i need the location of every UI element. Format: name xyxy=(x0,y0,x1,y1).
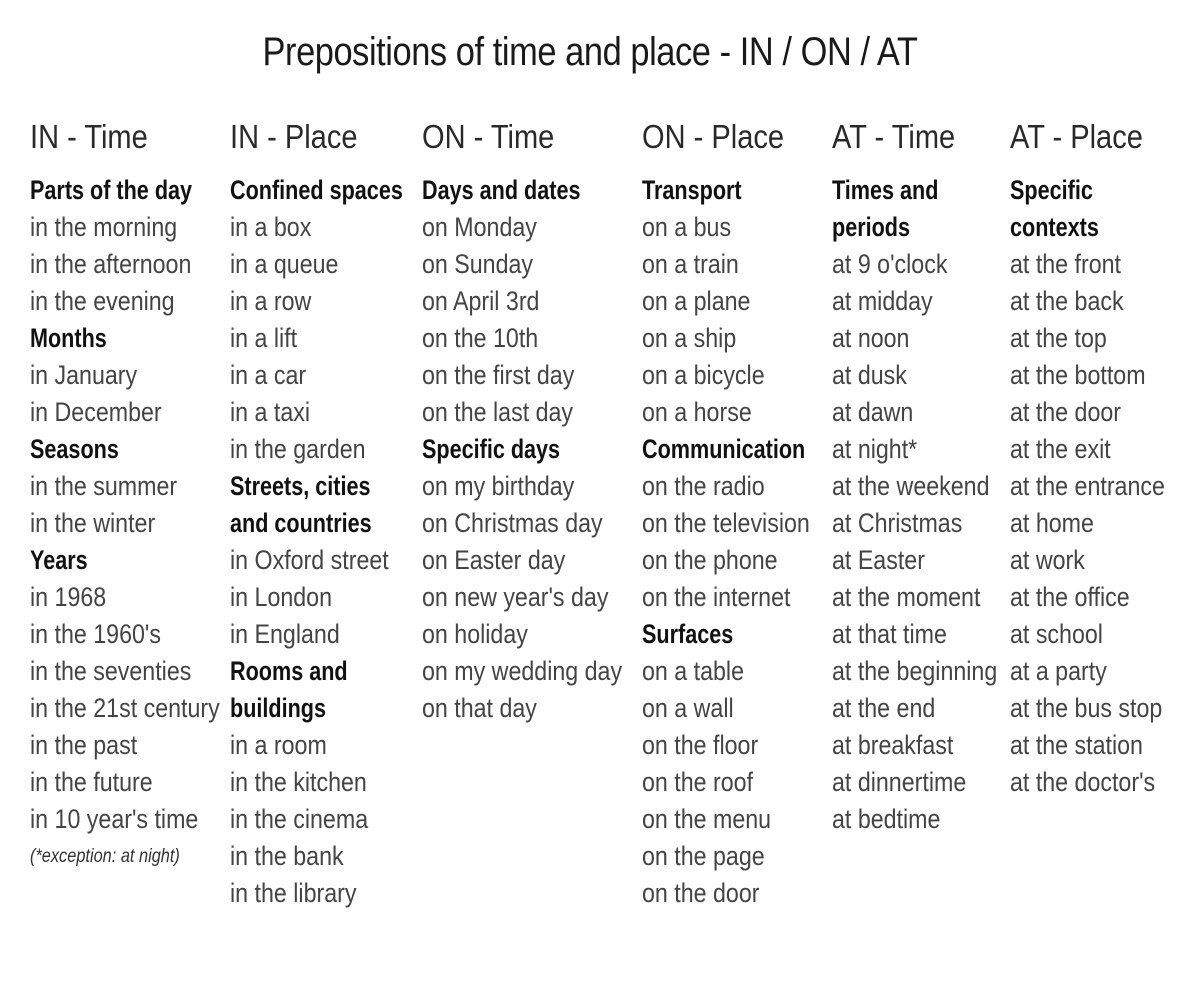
list-item: in a lift xyxy=(230,323,298,353)
list-item: on the first day xyxy=(422,360,575,390)
column-on-time xyxy=(422,118,655,727)
list-item: in 10 year's time xyxy=(30,804,199,834)
category-heading: Confined spaces xyxy=(230,175,403,205)
category-heading: Specific xyxy=(1010,175,1093,205)
list-item: on my wedding day xyxy=(422,656,623,686)
list-item: in the past xyxy=(30,730,138,760)
category-heading: Transport xyxy=(642,175,742,205)
category-heading: Seasons xyxy=(30,434,119,464)
list-item: on holiday xyxy=(422,619,528,649)
list-item: at dinnertime xyxy=(832,767,967,797)
list-item: at work xyxy=(1010,545,1085,575)
list-item: on Monday xyxy=(422,212,537,242)
list-item: at midday xyxy=(832,286,933,316)
list-item: in a box xyxy=(230,212,312,242)
list-item: on the page xyxy=(642,841,765,871)
list-item: on the floor xyxy=(642,730,759,760)
category-heading: Times and xyxy=(832,175,939,205)
list-item: at the front xyxy=(1010,249,1122,279)
category-heading: Streets, cities xyxy=(230,471,371,501)
column-heading: ON - Place xyxy=(642,118,785,155)
list-item: at that time xyxy=(832,619,947,649)
list-item: on the 10th xyxy=(422,323,539,353)
column-heading: IN - Place xyxy=(230,118,358,155)
list-item: at 9 o'clock xyxy=(832,249,948,279)
list-item: on that day xyxy=(422,693,537,723)
list-item: on the phone xyxy=(642,545,778,575)
list-item: at the bus stop xyxy=(1010,693,1163,723)
list-item: in London xyxy=(230,582,333,612)
list-item: in the winter xyxy=(30,508,156,538)
column-in-place xyxy=(230,118,446,912)
list-item: in 1968 xyxy=(30,582,107,612)
list-item: at dawn xyxy=(832,397,914,427)
column-on-place xyxy=(642,118,846,912)
list-item: in the bank xyxy=(230,841,344,871)
list-item: on a bus xyxy=(642,212,732,242)
list-item: in the future xyxy=(30,767,153,797)
list-item: at the back xyxy=(1010,286,1124,316)
list-item: on the roof xyxy=(642,767,754,797)
category-heading: Days and dates xyxy=(422,175,581,205)
list-item: at the exit xyxy=(1010,434,1111,464)
list-item: at the end xyxy=(832,693,936,723)
list-item: in a car xyxy=(230,360,307,390)
page-title: Prepositions of time and place - IN / ON / AT xyxy=(262,30,918,74)
category-heading: Communication xyxy=(642,434,806,464)
list-item: in a queue xyxy=(230,249,339,279)
list-item: on a bicycle xyxy=(642,360,765,390)
list-item: at the beginning xyxy=(832,656,998,686)
list-item: in a row xyxy=(230,286,312,316)
list-item: in the 21st century xyxy=(30,693,220,723)
list-item: at a party xyxy=(1010,656,1107,686)
category-heading: Specific days xyxy=(422,434,561,464)
list-item: in the morning xyxy=(30,212,178,242)
list-item: at the top xyxy=(1010,323,1107,353)
list-item: in the afternoon xyxy=(30,249,192,279)
list-item: at Easter xyxy=(832,545,925,575)
list-item: on Christmas day xyxy=(422,508,603,538)
list-item: in the evening xyxy=(30,286,175,316)
column-heading: AT - Time xyxy=(832,118,956,155)
column-heading: IN - Time xyxy=(30,118,148,155)
category-heading: Parts of the day xyxy=(30,175,193,205)
column-heading: ON - Time xyxy=(422,118,555,155)
list-item: on the door xyxy=(642,878,760,908)
list-item: on a plane xyxy=(642,286,751,316)
list-item: at noon xyxy=(832,323,910,353)
list-item: at dusk xyxy=(832,360,907,390)
column-in-time xyxy=(30,118,251,875)
column-at-time xyxy=(832,118,1024,838)
list-item: on new year's day xyxy=(422,582,609,612)
list-item: on a ship xyxy=(642,323,737,353)
list-item: in the summer xyxy=(30,471,178,501)
category-heading: Surfaces xyxy=(642,619,734,649)
list-item: on the menu xyxy=(642,804,772,834)
list-item: on the last day xyxy=(422,397,574,427)
list-item: on the television xyxy=(642,508,810,538)
category-heading: Years xyxy=(30,545,88,575)
list-item: on my birthday xyxy=(422,471,575,501)
category-heading: buildings xyxy=(230,693,326,723)
list-item: in the library xyxy=(230,878,357,908)
list-item: at the office xyxy=(1010,582,1130,612)
column-heading: AT - Place xyxy=(1010,118,1143,155)
list-item: at bedtime xyxy=(832,804,941,834)
list-item: at Christmas xyxy=(832,508,963,538)
category-heading: periods xyxy=(832,212,911,242)
category-heading: and countries xyxy=(230,508,372,538)
category-heading: Months xyxy=(30,323,107,353)
list-item: on April 3rd xyxy=(422,286,540,316)
list-item: at home xyxy=(1010,508,1094,538)
list-item: at the bottom xyxy=(1010,360,1146,390)
list-item: in the 1960's xyxy=(30,619,161,649)
list-item: at night* xyxy=(832,434,918,464)
list-item: on Sunday xyxy=(422,249,534,279)
list-item: in the cinema xyxy=(230,804,369,834)
list-item: at the doctor's xyxy=(1010,767,1156,797)
list-item: at the door xyxy=(1010,397,1122,427)
list-item: at breakfast xyxy=(832,730,954,760)
list-item: in the kitchen xyxy=(230,767,367,797)
column-at-place xyxy=(1010,118,1190,801)
list-item: in a room xyxy=(230,730,327,760)
list-item: in England xyxy=(230,619,340,649)
list-item: at the entrance xyxy=(1010,471,1165,501)
list-item: in a taxi xyxy=(230,397,311,427)
list-item: on a wall xyxy=(642,693,734,723)
list-item: on a horse xyxy=(642,397,752,427)
list-item: on the internet xyxy=(642,582,791,612)
list-item: in the garden xyxy=(230,434,366,464)
category-heading: contexts xyxy=(1010,212,1099,242)
list-item: in Oxford street xyxy=(230,545,389,575)
list-item: in January xyxy=(30,360,138,390)
list-item: in the seventies xyxy=(30,656,192,686)
list-item: on a train xyxy=(642,249,739,279)
list-item: in December xyxy=(30,397,162,427)
list-item: on the radio xyxy=(642,471,765,501)
footnote: (*exception: at night) xyxy=(30,846,180,867)
list-item: on a table xyxy=(642,656,745,686)
category-heading: Rooms and xyxy=(230,656,348,686)
list-item: at school xyxy=(1010,619,1103,649)
list-item: on Easter day xyxy=(422,545,566,575)
list-item: at the moment xyxy=(832,582,981,612)
list-item: at the station xyxy=(1010,730,1143,760)
list-item: at the weekend xyxy=(832,471,990,501)
